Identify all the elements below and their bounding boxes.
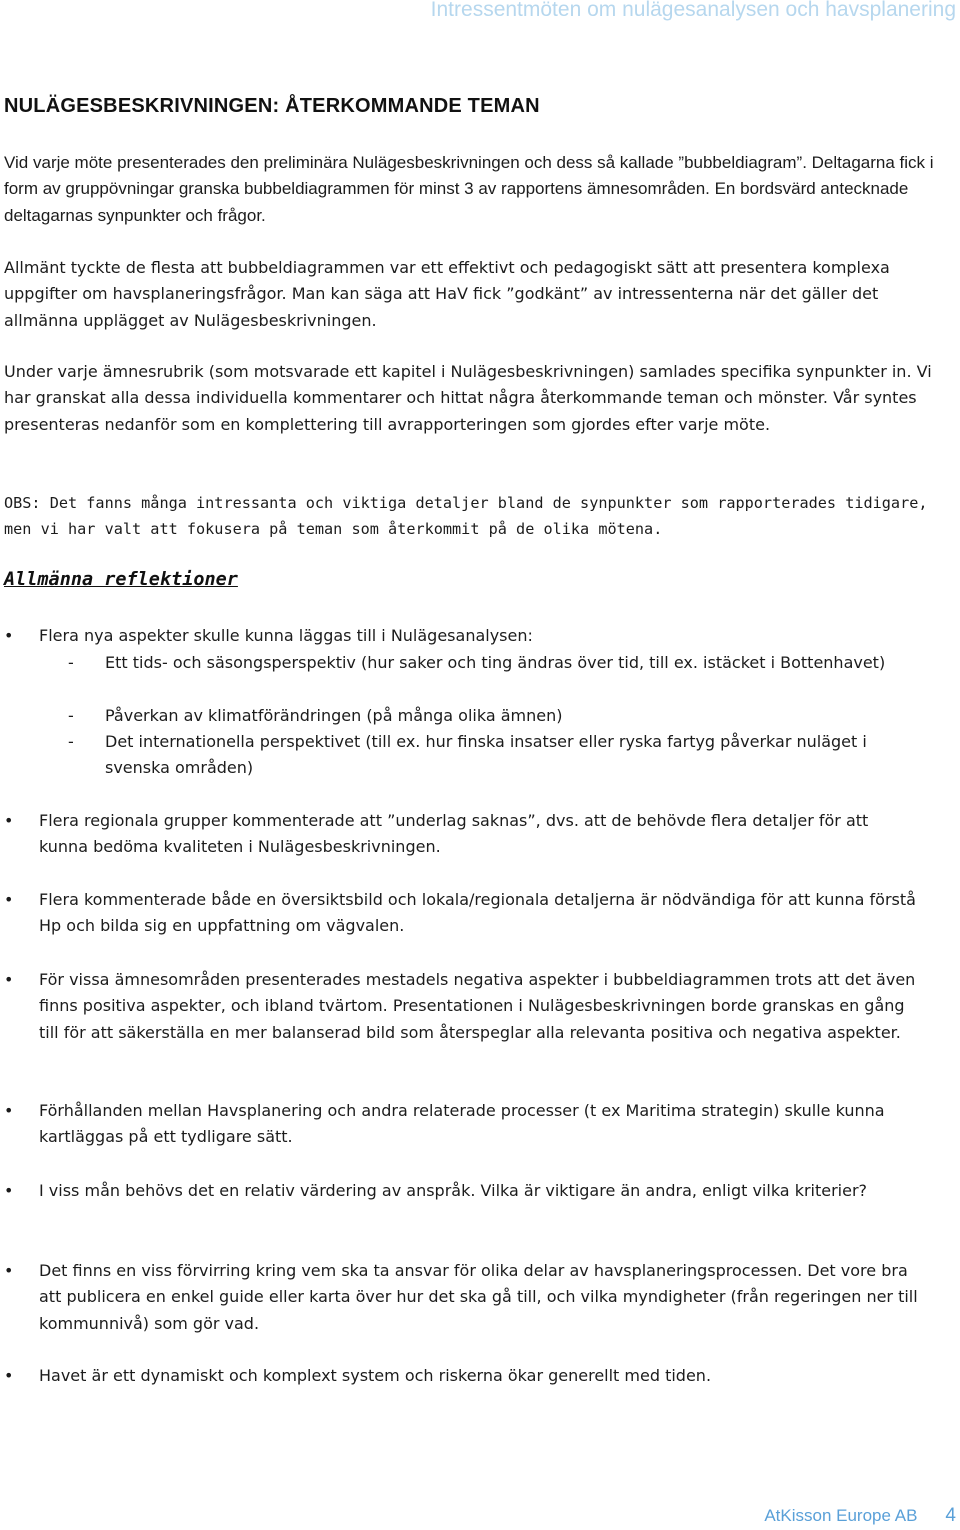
bullet-icon: • [4, 970, 14, 989]
paragraph-intro: Vid varje möte presenterades den preliminära Nulägesbeskrivningen och dess så kallade ”bubbeldiagram”. Deltagarna fick i form av gruppövningar granska bubbeldiagrammen för minst 3 av rapportens ämnesområden. En bordsvärd antecknade deltagarnas synpunkter och frågor. [4, 153, 934, 225]
footer-company: AtKisson Europe AB [764, 1506, 918, 1525]
page-number: 4 [945, 1505, 956, 1526]
sub-item-text: Påverkan av klimatförändringen (på många olika ämnen) [105, 706, 563, 725]
bullet-text: Flera nya aspekter skulle kunna läggas till i Nulägesanalysen: [39, 626, 533, 645]
bullet-icon: • [4, 626, 14, 645]
bullet-text: Flera kommenterade både en översiktsbild och lokala/regionala detaljerna är nödvändiga för att kunna förstå Hp och bilda sig en uppfattning om vägvalen. [39, 890, 916, 936]
running-header-title: Intressentmöten om nulägesanalysen och havsplanering [430, 0, 956, 21]
bullet-text: Det finns en viss förvirring kring vem ska ta ansvar för olika delar av havsplaneringsprocessen. Det vore bra att publicera en enkel guide eller karta över hur det ska gå till, och vilka myndigheter (från regeringen ner till kommunnivå) som gör vad. [39, 1261, 918, 1333]
bullet-icon: • [4, 890, 14, 909]
bullet-text: I viss mån behövs det en relativ värdering av anspråk. Vilka är viktigare än andra, enligt vilka kriterier? [39, 1181, 868, 1200]
paragraph-general-opinion: Allmänt tyckte de flesta att bubbeldiagrammen var ett effektivt och pedagogiskt sätt att presentera komplexa uppgifter om havsplaneringsfrågor. Man kan säga att HaV fick ”godkänt” av intressenterna när det gäller det allmänna upplägget av Nulägesbeskrivningen. [4, 258, 890, 330]
paragraph-note: OBS: Det fanns många intressanta och viktiga detaljer bland de synpunkter som rapporterades tidigare, men vi har valt att fokusera på teman som återkommit på de olika mötena. [4, 494, 928, 539]
bullet-text: För vissa ämnesområden presenterades mestadels negativa aspekter i bubbeldiagrammen trots att det även finns positiva aspekter, och ibland tvärtom. Presentationen i Nulägesbeskrivningen borde granskas en gång till för att säkerställa en mer balanserad bild som återspeglar alla relevanta positiva och negativa aspekter. [39, 970, 916, 1042]
bullet-text: Havet är ett dynamiskt och komplext system och riskerna ökar generellt med tiden. [39, 1366, 712, 1385]
bullet-icon: • [4, 811, 14, 830]
subheading-reflections: Allmänna reflektioner [4, 569, 238, 590]
bullet-icon: • [4, 1261, 14, 1280]
section-heading: NULÄGESBESKRIVNINGEN: ÅTERKOMMANDE TEMAN [4, 95, 540, 117]
page-footer [764, 1505, 956, 1527]
bullet-text: Förhållanden mellan Havsplanering och andra relaterade processer (t ex Maritima strategin) skulle kunna kartläggas på ett tydligare sätt. [39, 1101, 885, 1147]
dash-icon: - [68, 732, 74, 751]
paragraph-method: Under varje ämnesrubrik (som motsvarade ett kapitel i Nulägesbeskrivningen) samlades specifika synpunkter in. Vi har granskat alla dessa individuella kommentarer och hittat några återkommande teman och mönster. Vår syntes presenteras nedanför som en komplettering till avrapporteringen som gjordes efter varje möte. [4, 362, 932, 434]
dash-icon: - [68, 653, 74, 672]
bullet-icon: • [4, 1181, 14, 1200]
dash-icon: - [68, 706, 74, 725]
bullet-icon: • [4, 1101, 14, 1120]
bullet-text: Flera regionala grupper kommenterade att ”underlag saknas”, dvs. att de behövde flera detaljer för att kunna bedöma kvaliteten i Nulägesbeskrivningen. [39, 811, 869, 857]
sub-item-text: Ett tids- och säsongsperspektiv (hur saker och ting ändras över tid, till ex. istäcket i Bottenhavet) [105, 653, 886, 672]
bullet-icon: • [4, 1366, 14, 1385]
sub-item-text: Det internationella perspektivet (till ex. hur finska insatser eller ryska fartyg påverkar nuläget i svenska områden) [105, 732, 867, 778]
